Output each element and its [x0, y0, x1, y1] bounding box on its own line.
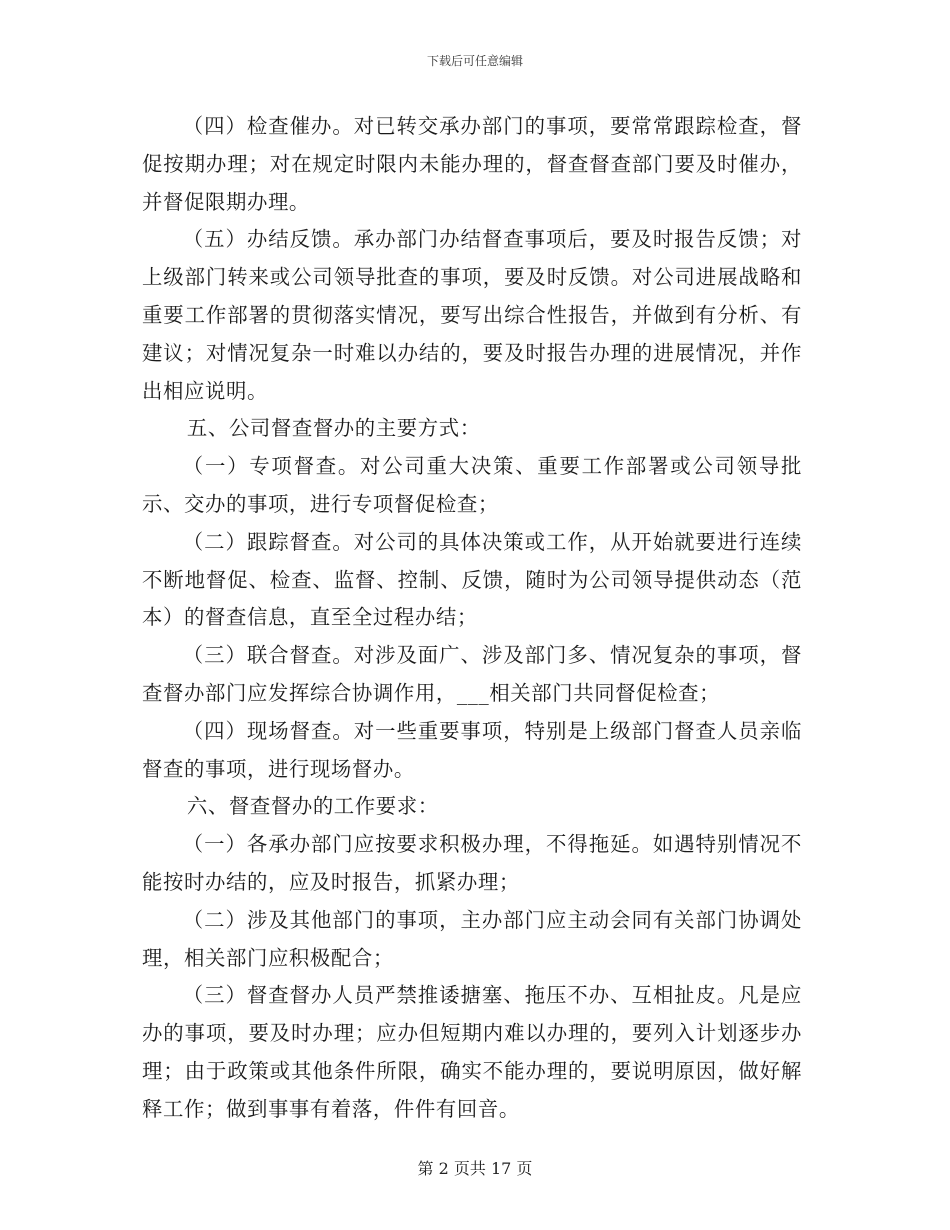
paragraph-requirement-2: （二）涉及其他部门的事项，主办部门应主动会同有关部门协调处理，相关部门应积极配合； — [142, 907, 802, 970]
paragraph-completion-feedback: （五）办结反馈。承办部门办结督查事项后，要及时报告反馈；对上级部门转来或公司领导批查的事项，要及时反馈。对公司进展战略和重要工作部署的贯彻落实情况，要写出综合性报告，并做到有分析、有建议；对情况复杂一时难以办结的，要及时报告办理的进展情况，并作出相应说明。 — [142, 227, 802, 403]
paragraph-onsite-inspection: （四）现场督查。对一些重要事项，特别是上级部门督查人员亲临督查的事项，进行现场督办。 — [142, 718, 802, 781]
paragraph-check-urge: （四）检查催办。对已转交承办部门的事项，要常常跟踪检查，督促按期办理；对在规定时限内未能办理的，督查督查部门要及时催办，并督促限期办理。 — [142, 114, 802, 214]
paragraph-tracking-inspection: （二）跟踪督查。对公司的具体决策或工作，从开始就要进行连续不断地督促、检查、监督、控制、反馈，随时为公司领导提供动态（范本）的督查信息，直至全过程办结； — [142, 529, 802, 630]
paragraph-requirement-1: （一）各承办部门应按要求积极办理，不得拖延。如遇特别情况不能按时办结的，应及时报告，抓紧办理； — [142, 832, 802, 894]
paragraph-special-inspection: （一）专项督查。对公司重大决策、重要工作部署或公司领导批示、交办的事项，进行专项督促检查； — [142, 454, 802, 516]
paragraph-requirement-3: （三）督查督办人员严禁推诿搪塞、拖压不办、互相扯皮。凡是应办的事项，要及时办理；应办但短期内难以办理的，要列入计划逐步办理；由于政策或其他条件所限，确实不能办理的，要说明原因，做好解释工作；做到事事有着落，件件有回音。 — [142, 983, 802, 1121]
section-heading-methods: 五、公司督查督办的主要方式： — [186, 416, 481, 441]
document-body — [142, 108, 802, 1129]
page-header: 下载后可任意编辑 — [426, 54, 523, 68]
section-heading-requirements: 六、督查督办的工作要求： — [186, 794, 439, 819]
paragraph-joint-inspection: （三）联合督查。对涉及面广、涉及部门多、情况复杂的事项，督查督办部门应发挥综合协调作用，___相关部门共同督促检查； — [142, 643, 802, 705]
page-footer: 第 2 页共 17 页 — [417, 1159, 533, 1178]
